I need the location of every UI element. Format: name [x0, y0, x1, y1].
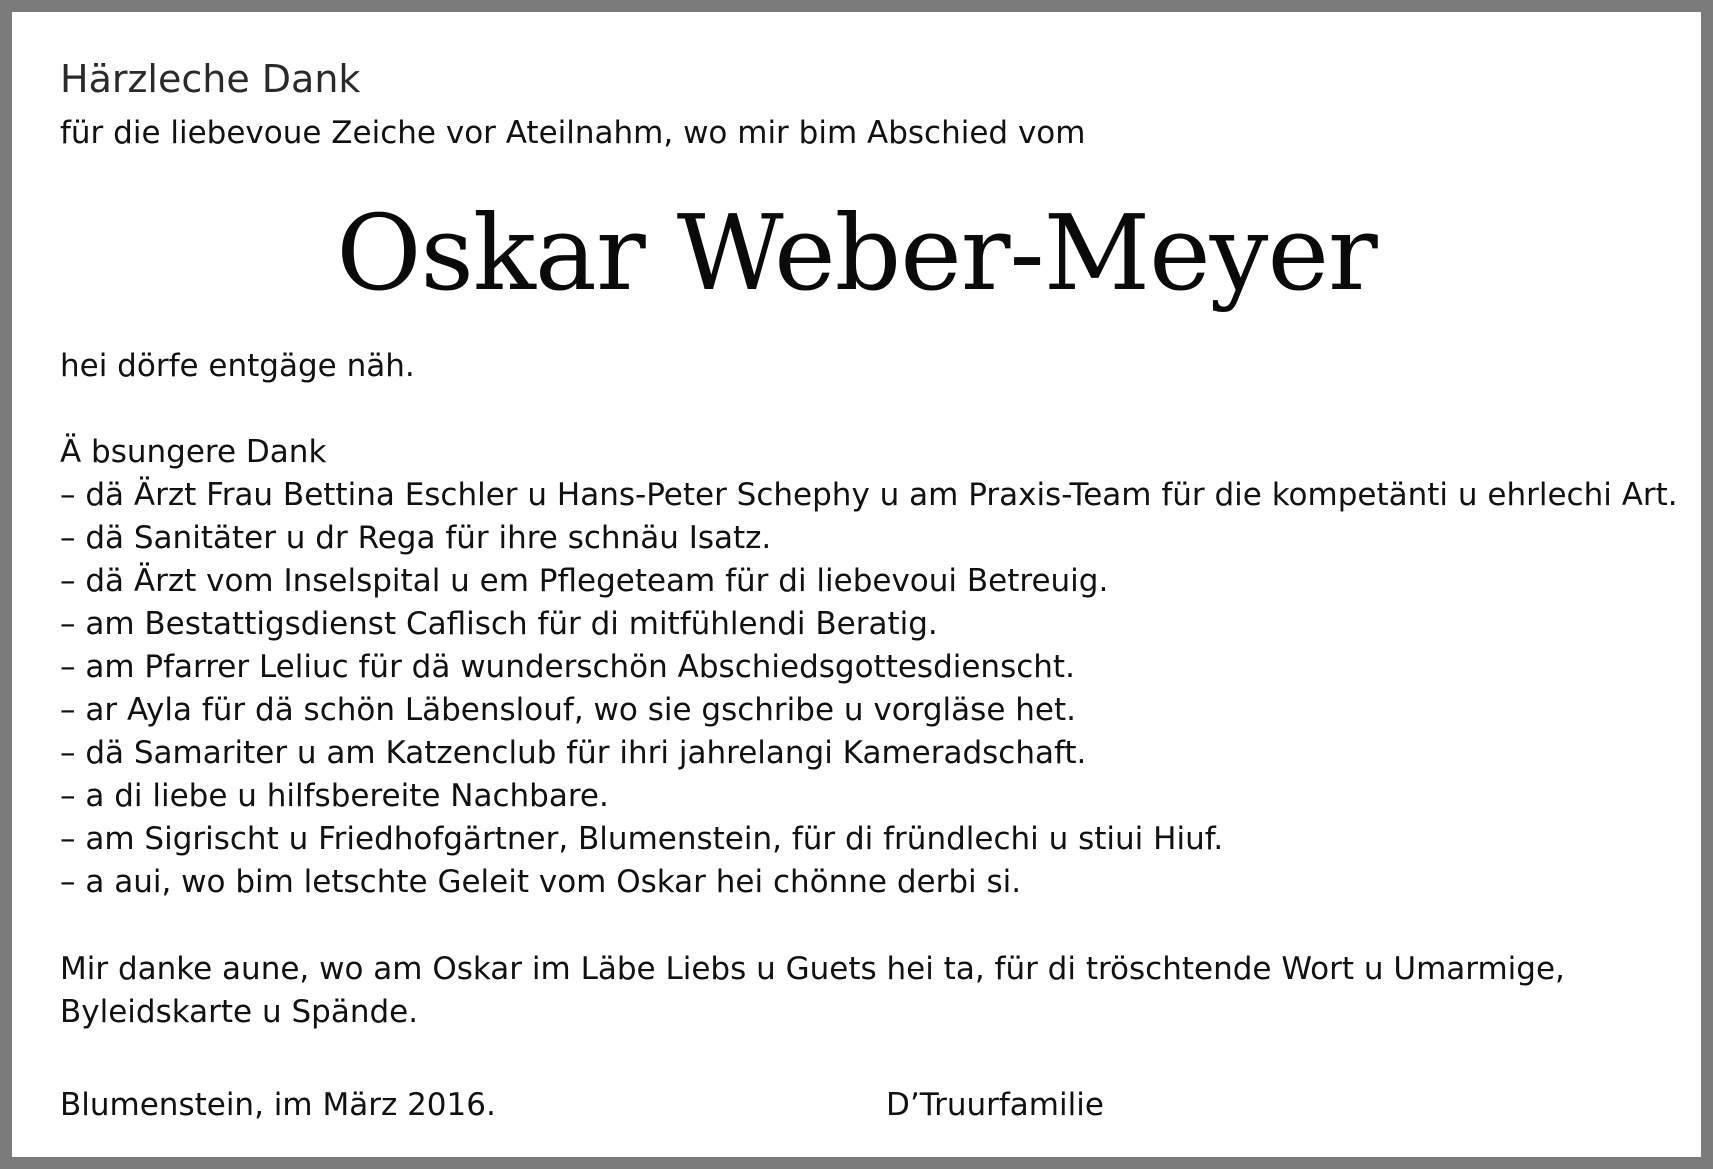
place-date: Blumenstein, im März 2016.	[60, 1087, 496, 1123]
thanks-item: – a aui, wo bim letschte Geleit vom Oskar hei chönne derbi si.	[60, 864, 1022, 900]
family-signature: D’Truurfamilie	[886, 1087, 1104, 1123]
notice-heading: Härzleche Dank	[60, 57, 361, 101]
thanks-item: – ar Ayla für dä schön Läbenslouf, wo sie gschribe u vorgläse het.	[60, 692, 1076, 728]
special-thanks-title: Ä bsungere Dank	[60, 434, 327, 470]
thanks-item: – am Sigrischt u Friedhofgärtner, Blumenstein, für di fründlechi u stiui Hiuf.	[60, 821, 1224, 857]
thanks-item: – am Bestattigsdienst Caflisch für di mitfühlendi Beratig.	[60, 606, 938, 642]
thanks-list	[60, 474, 1678, 904]
thanks-item: – a di liebe u hilfsbereite Nachbare.	[60, 778, 609, 814]
thanks-item: – dä Ärzt Frau Bettina Eschler u Hans-Peter Schephy u am Praxis-Team für die kompetänti u ehrlechi Art.	[60, 477, 1678, 513]
intro-text: hei dörfe entgäge näh.	[60, 348, 415, 384]
thanks-item: – am Pfarrer Leliuc für dä wunderschön Abschiedsgottesdienscht.	[60, 649, 1075, 685]
closing-text: Mir danke aune, wo am Oskar im Läbe Liebs u Guets hei ta, für di tröschtende Wort u Umarmige, Byleidskarte u Spände.	[60, 951, 1565, 1030]
deceased-name: Oskar Weber-Meyer	[336, 192, 1377, 314]
thanks-item: – dä Ärzt vom Inselspital u em Pflegeteam für di liebevoui Betreuig.	[60, 563, 1109, 599]
thanks-item: – dä Sanitäter u dr Rega für ihre schnäu Isatz.	[60, 520, 772, 556]
notice-subheading: für die liebevoue Zeiche vor Ateilnahm, wo mir bim Abschied vom	[60, 115, 1086, 151]
thanks-item: – dä Samariter u am Katzenclub für ihri jahrelangi Kameradschaft.	[60, 735, 1087, 771]
obituary-notice	[12, 12, 1701, 1157]
